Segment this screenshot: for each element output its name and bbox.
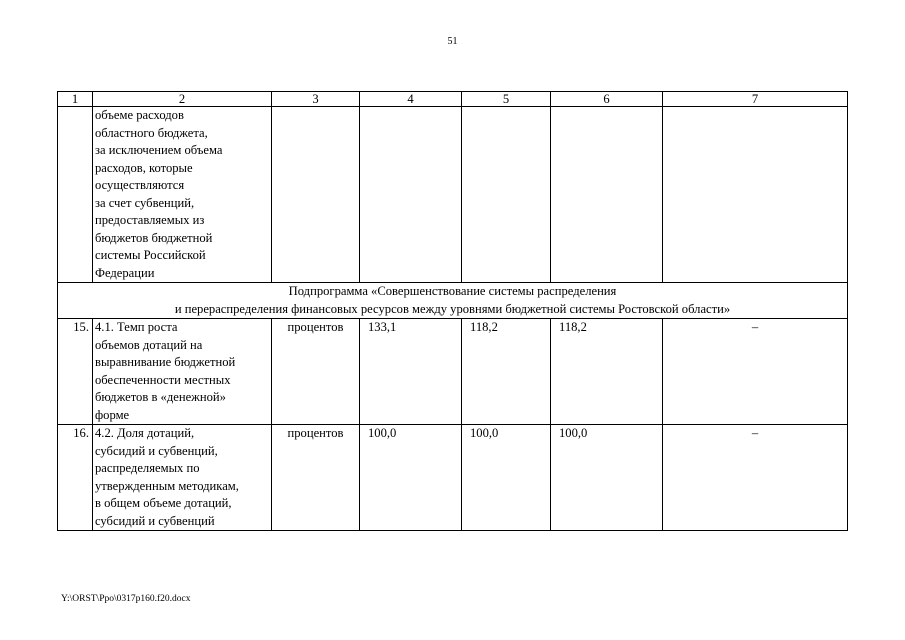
value-cell: 133,1 bbox=[360, 319, 462, 425]
value-cell: 118,2 bbox=[462, 319, 551, 425]
value-cell bbox=[462, 107, 551, 283]
value-cell: 118,2 bbox=[551, 319, 663, 425]
column-header: 6 bbox=[551, 92, 663, 107]
column-header: 7 bbox=[663, 92, 848, 107]
table-row bbox=[58, 425, 848, 531]
column-header: 2 bbox=[93, 92, 272, 107]
indicator-cell: объеме расходов областного бюджета, за исключением объема расходов, которые осуществляются за счет субвенций, предоставляемых из бюджетов бюджетной системы Российской Федерации bbox=[93, 107, 272, 283]
column-header: 3 bbox=[272, 92, 360, 107]
value-cell: 100,0 bbox=[360, 425, 462, 531]
row-number-cell: 16. bbox=[58, 425, 93, 531]
row-number-cell: 15. bbox=[58, 319, 93, 425]
table-header-row bbox=[58, 92, 848, 107]
value-cell: 100,0 bbox=[462, 425, 551, 531]
indicators-table bbox=[57, 91, 848, 531]
value-cell: – bbox=[663, 319, 848, 425]
row-number-cell bbox=[58, 107, 93, 283]
table-row bbox=[58, 107, 848, 283]
unit-cell: процентов bbox=[272, 425, 360, 531]
subprogram-title: Подпрограмма «Совершенствование системы распределения и перераспределения финансовых ресурсов между уровнями бюджетной системы Ростовской области» bbox=[58, 283, 848, 319]
column-header: 1 bbox=[58, 92, 93, 107]
page-number: 51 bbox=[447, 36, 458, 47]
column-header: 4 bbox=[360, 92, 462, 107]
table-row bbox=[58, 319, 848, 425]
unit-cell: процентов bbox=[272, 319, 360, 425]
column-header: 5 bbox=[462, 92, 551, 107]
value-cell: – bbox=[663, 425, 848, 531]
indicator-cell: 4.2. Доля дотаций, субсидий и субвенций, распределяемых по утвержденным методикам, в общем объеме дотаций, субсидий и субвенций bbox=[93, 425, 272, 531]
value-cell bbox=[551, 107, 663, 283]
unit-cell bbox=[272, 107, 360, 283]
file-path-footer: Y:\ORST\Ppo\0317p160.f20.docx bbox=[61, 594, 191, 604]
value-cell bbox=[360, 107, 462, 283]
indicator-cell: 4.1. Темп роста объемов дотаций на выравнивание бюджетной обеспеченности местных бюджетов в «денежной» форме bbox=[93, 319, 272, 425]
value-cell bbox=[663, 107, 848, 283]
value-cell: 100,0 bbox=[551, 425, 663, 531]
subprogram-row bbox=[58, 283, 848, 319]
